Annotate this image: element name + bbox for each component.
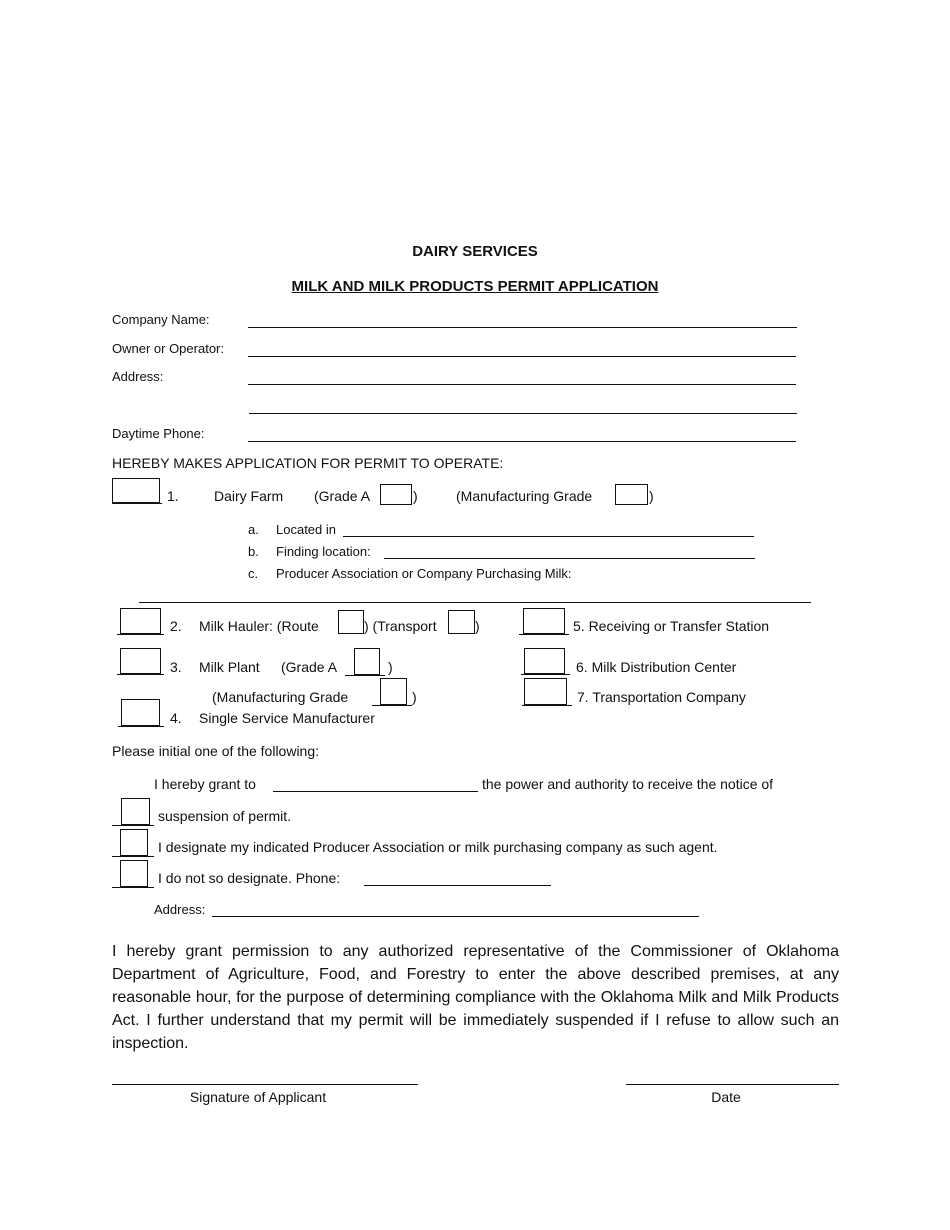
designate-phone-field[interactable] [364, 885, 551, 886]
sub-item-c-text: Producer Association or Company Purchasing Milk: [276, 566, 572, 581]
address-field-line1[interactable] [248, 384, 796, 385]
milk-plant-manufacturing-label: (Manufacturing Grade [212, 689, 349, 705]
form-subtitle: MILK AND MILK PRODUCTS PERMIT APPLICATION [291, 278, 659, 295]
grant-prefix-text: I hereby grant to [154, 776, 256, 792]
not-designate-text: I do not so designate. Phone: [158, 870, 341, 886]
milk-plant-manufacturing-close: ) [412, 689, 417, 705]
owner-field[interactable] [248, 356, 796, 357]
milk-plant-grade-a-label: (Grade A [281, 659, 338, 675]
sub-item-b-letter: b. [248, 544, 259, 559]
distribution-checkbox[interactable] [524, 648, 565, 674]
designate-initial-underline [112, 856, 154, 857]
date-field[interactable] [626, 1084, 839, 1085]
address-field-line2[interactable] [249, 413, 797, 414]
milk-plant-underline [117, 674, 164, 675]
owner-label: Owner or Operator: [112, 341, 224, 356]
designate-initial-box[interactable] [120, 829, 148, 856]
milk-plant-grade-a-checkbox[interactable] [354, 648, 380, 675]
single-service-number: 4. [170, 710, 182, 726]
address-label: Address: [112, 369, 164, 384]
phone-label: Daytime Phone: [112, 426, 205, 441]
application-heading: HEREBY MAKES APPLICATION FOR PERMIT TO OPERATE: [112, 455, 504, 471]
phone-field[interactable] [248, 441, 796, 442]
initials-address-field[interactable] [212, 916, 699, 917]
milk-plant-grade-a-close: ) [388, 659, 393, 675]
company-name-field[interactable] [248, 327, 797, 328]
dairy-farm-grade-a-label: (Grade A [314, 488, 371, 504]
not-designate-initial-underline [112, 887, 154, 888]
dairy-farm-number: 1. [167, 488, 179, 504]
agent-name-field[interactable] [273, 791, 478, 792]
dairy-farm-checkbox[interactable] [112, 478, 160, 503]
single-service-underline [118, 726, 164, 727]
finding-location-field[interactable] [384, 558, 755, 559]
receiving-label: 5. Receiving or Transfer Station [573, 618, 770, 634]
initials-heading: Please initial one of the following: [112, 743, 320, 759]
date-label: Date [711, 1089, 741, 1105]
form-title: DAIRY SERVICES [412, 243, 538, 260]
dairy-farm-manufacturing-label: (Manufacturing Grade [456, 488, 593, 504]
transportation-label: 7. Transportation Company [577, 689, 746, 705]
milk-plant-manufacturing-underline [372, 705, 412, 706]
signature-label: Signature of Applicant [189, 1089, 327, 1105]
initials-address-label: Address: [154, 902, 206, 917]
located-in-field[interactable] [343, 536, 754, 537]
dairy-farm-grade-a-checkbox[interactable] [380, 484, 412, 505]
sub-item-a-text: Located in [276, 522, 336, 537]
milk-hauler-transport-label: ) (Transport [364, 618, 437, 634]
milk-plant-manufacturing-checkbox[interactable] [380, 678, 407, 705]
milk-plant-label: Milk Plant [199, 659, 260, 675]
dairy-farm-underline [112, 503, 162, 504]
company-name-label: Company Name: [112, 312, 210, 327]
suspension-text: suspension of permit. [158, 808, 292, 824]
sub-item-a-letter: a. [248, 522, 259, 537]
milk-hauler-route-checkbox[interactable] [338, 610, 364, 634]
dairy-farm-label: Dairy Farm [214, 488, 284, 504]
designate-text: I designate my indicated Producer Association or milk purchasing company as such agent. [158, 839, 718, 855]
milk-plant-number: 3. [170, 659, 182, 675]
sub-item-c-letter: c. [248, 566, 259, 581]
producer-association-field[interactable] [139, 602, 811, 603]
grant-initial-box[interactable] [121, 798, 150, 825]
sub-item-b-text: Finding location: [276, 544, 371, 559]
milk-hauler-checkbox[interactable] [120, 608, 161, 634]
dairy-farm-manufacturing-close: ) [649, 488, 654, 504]
dairy-farm-grade-a-close: ) [413, 488, 418, 504]
milk-plant-checkbox[interactable] [120, 648, 161, 674]
milk-hauler-label: Milk Hauler: (Route [199, 618, 319, 634]
milk-hauler-number: 2. [170, 618, 182, 634]
distribution-underline [521, 674, 570, 675]
grant-suffix-text: the power and authority to receive the notice of [482, 776, 774, 792]
milk-plant-grade-a-underline [345, 675, 385, 676]
receiving-checkbox[interactable] [523, 608, 565, 634]
transportation-underline [522, 705, 572, 706]
single-service-label: Single Service Manufacturer [199, 710, 375, 726]
milk-hauler-transport-close: ) [475, 618, 480, 634]
single-service-checkbox[interactable] [121, 699, 160, 726]
receiving-underline [519, 634, 569, 635]
milk-hauler-transport-checkbox[interactable] [448, 610, 475, 634]
dairy-farm-manufacturing-checkbox[interactable] [615, 484, 648, 505]
signature-field[interactable] [112, 1084, 418, 1085]
milk-hauler-underline [117, 634, 164, 635]
transportation-checkbox[interactable] [524, 678, 567, 705]
distribution-label: 6. Milk Distribution Center [576, 659, 737, 675]
not-designate-initial-box[interactable] [120, 860, 148, 887]
grant-initial-underline [112, 825, 154, 826]
permission-paragraph: I hereby grant permission to any authorized representative of the Commissioner of Oklahoma Department of Agriculture, Food, and Forestry to enter the above described premises, at any reasonable hour, for the purpose of determining compliance with the Oklahoma Milk and Milk Products Act. I further understand that my permit will be immediately suspended if I refuse to allow such an inspection. [112, 943, 839, 1052]
